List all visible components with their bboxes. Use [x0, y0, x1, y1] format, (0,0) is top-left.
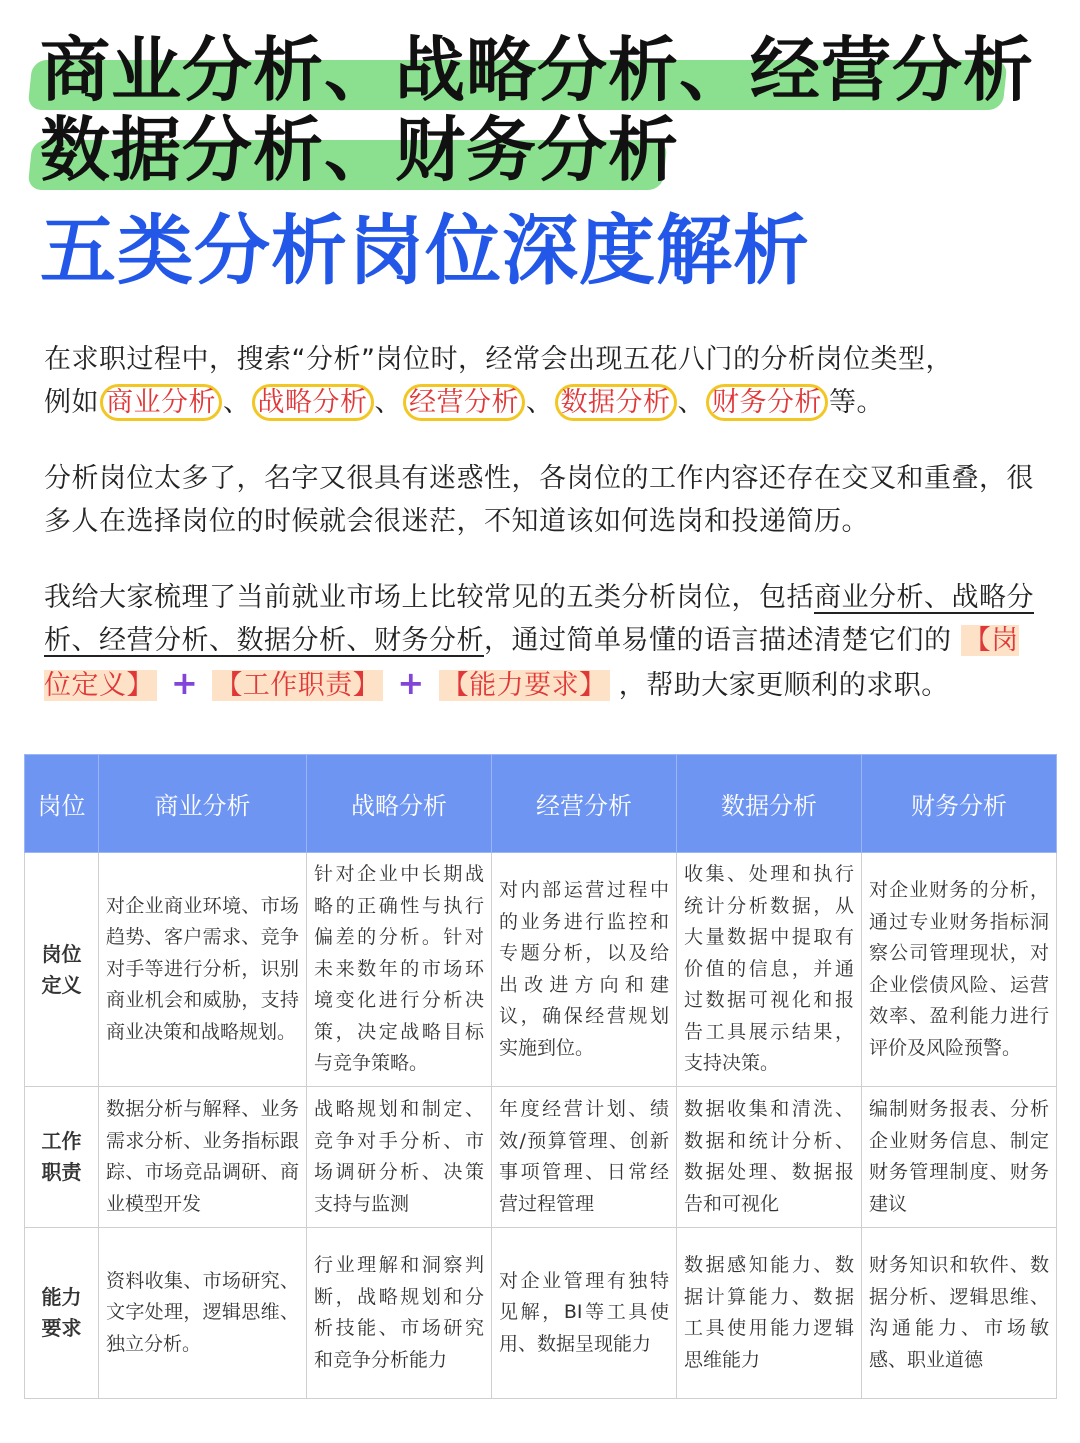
table-cell: 战略规划和制定、竞争对手分析、市场调研分析、决策支持与监测 [307, 1087, 492, 1228]
header-cell-data: 数据分析 [677, 755, 862, 853]
table-row-duties [25, 1087, 1057, 1228]
intro-paragraph-1 [44, 338, 1044, 424]
row-label-definition [25, 853, 99, 1087]
intro-p1-suffix: 等。 [829, 387, 884, 418]
table-cell: 年度经营计划、绩效/预算管理、创新事项管理、日常经营过程管理 [492, 1087, 677, 1228]
subtitle: 五类分析岗位深度解析 [40, 206, 810, 295]
header-cell-finance: 财务分析 [862, 755, 1057, 853]
row-label-requirements [25, 1228, 99, 1399]
tag-definition: 【岗位定义】 [44, 625, 1019, 701]
title-line-1 [40, 30, 1034, 110]
intro-p3-underlined: 商业分析、战略分析、经营分析、数据分析、财务分析 [44, 582, 1034, 656]
table-cell: 对企业财务的分析，通过专业财务指标洞察公司管理现状，对企业偿债风险、运营效率、盈利能力进行评价及风险预警。 [862, 853, 1057, 1087]
table-cell: 对企业管理有独特见解，BI等工具使用、数据呈现能力 [492, 1228, 677, 1399]
table-cell: 资料收集、市场研究、文字处理，逻辑思维、独立分析。 [99, 1228, 307, 1399]
title-text-2: 数据分析、财务分析 [40, 109, 679, 191]
circled-item-data: 数据分析 [555, 384, 677, 421]
table-cell: 针对企业中长期战略的正确性与执行偏差的分析。针对未来数年的市场环境变化进行分析决策，决定战略目标与竞争策略。 [307, 853, 492, 1087]
circled-item-operation: 经营分析 [403, 384, 525, 421]
tag-requirements: 【能力要求】 [439, 670, 610, 701]
row-label-part: 要求 [41, 1316, 82, 1340]
header-cell-position: 岗位 [25, 755, 99, 853]
separator: 、 [374, 387, 402, 418]
plus-icon: + [397, 664, 425, 702]
intro-p1-prefix: 例如 [44, 387, 99, 418]
table-cell: 数据感知能力、数据计算能力、数据工具使用能力逻辑思维能力 [677, 1228, 862, 1399]
table-cell: 行业理解和洞察判断，战略规划和分析技能、市场研究和竞争分析能力 [307, 1228, 492, 1399]
comparison-table [24, 754, 1057, 1399]
table-header-row [25, 755, 1057, 853]
table-cell: 编制财务报表、分析企业财务信息、制定财务管理制度、财务建议 [862, 1087, 1057, 1228]
row-label-part: 定义 [41, 972, 82, 997]
table-cell: 对内部运营过程中的业务进行监控和专题分析，以及给出改进方向和建议，确保经营规划实施到位。 [492, 853, 677, 1087]
row-label-part: 工作 [41, 1129, 82, 1153]
circled-item-strategy: 战略分析 [252, 384, 374, 421]
intro-p3-c: ，帮助大家更顺利的求职。 [618, 670, 949, 701]
table-cell: 数据收集和清洗、数据和统计分析、数据处理、数据报告和可视化 [677, 1087, 862, 1228]
table-cell: 财务知识和软件、数据分析、逻辑思维、沟通能力、市场敏感、职业道德 [862, 1228, 1057, 1399]
circled-item-business: 商业分析 [100, 384, 222, 421]
row-label-part: 能力 [41, 1285, 82, 1309]
row-label-part: 岗位 [41, 941, 82, 966]
table-cell: 数据分析与解释、业务需求分析、业务指标跟踪、市场竞品调研、商业模型开发 [99, 1087, 307, 1228]
intro-p1-line2 [44, 381, 1044, 424]
tag-duties: 【工作职责】 [212, 670, 383, 701]
header-cell-operation: 经营分析 [492, 755, 677, 853]
row-label-duties [25, 1087, 99, 1228]
intro-p3-b: ，通过简单易懂的语言描述清楚它们的 [484, 625, 952, 656]
table-row-requirements [25, 1228, 1057, 1399]
table-cell: 对企业商业环境、市场趋势、客户需求、竞争对手等进行分析，识别商业机会和威胁，支持商业决策和战略规划。 [99, 853, 307, 1087]
table-row-definition [25, 853, 1057, 1087]
table-cell: 收集、处理和执行统计分析数据，从大量数据中提取有价值的信息，并通过数据可视化和报告工具展示结果，支持决策。 [677, 853, 862, 1087]
separator: 、 [526, 387, 554, 418]
row-label-part: 职责 [41, 1160, 82, 1184]
intro-p3-a: 我给大家梳理了当前就业市场上比较常见的五类分析岗位，包括 [44, 582, 814, 613]
title-text-1: 商业分析、战略分析、经营分析 [40, 29, 1034, 111]
intro-paragraph-3 [44, 576, 1044, 707]
circled-item-finance: 财务分析 [706, 384, 828, 421]
intro-paragraph-2: 分析岗位太多了，名字又很具有迷惑性，各岗位的工作内容还存在交叉和重叠，很多人在选择岗位的时候就会很迷茫，不知道该如何选岗和投递简历。 [44, 463, 1034, 537]
header-cell-business: 商业分析 [99, 755, 307, 853]
separator: 、 [223, 387, 251, 418]
separator: 、 [677, 387, 705, 418]
intro-p1-line1: 在求职过程中，搜索“分析”岗位时，经常会出现五花八门的分析岗位类型， [44, 344, 953, 375]
header-cell-strategy: 战略分析 [307, 755, 492, 853]
plus-icon: + [171, 664, 199, 702]
title-line-2 [40, 110, 679, 190]
